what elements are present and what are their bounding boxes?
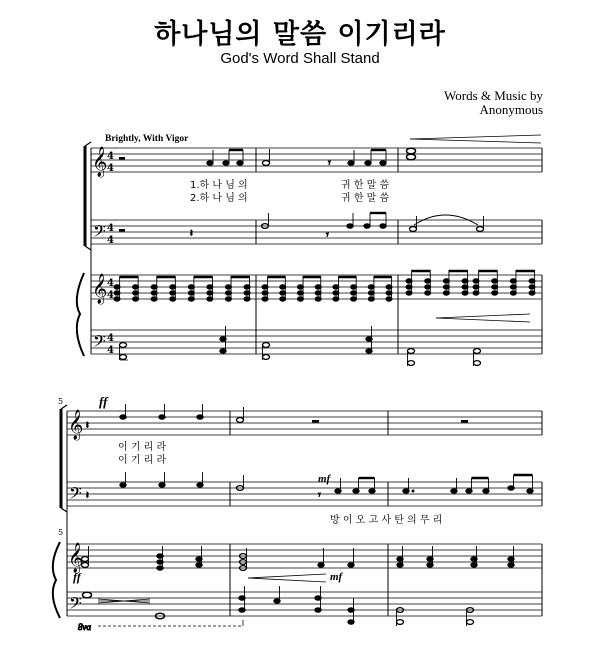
svg-text:4: 4 bbox=[107, 223, 114, 234]
system-2 bbox=[53, 394, 542, 632]
song-subtitle: God's Word Shall Stand bbox=[220, 50, 380, 67]
dynamic-marking: mf bbox=[330, 571, 343, 583]
svg-text:4: 4 bbox=[107, 163, 114, 174]
treble-clef-icon: 𝄞 bbox=[92, 274, 108, 304]
bass-clef-icon: 𝄢 bbox=[69, 483, 82, 507]
ottava-marking: 8va bbox=[78, 622, 91, 632]
piano-bass-notes-2 bbox=[78, 586, 474, 632]
svg-text:4: 4 bbox=[107, 278, 114, 289]
dynamic-marking: ff bbox=[99, 394, 108, 409]
tempo-marking: Brightly, With Vigor bbox=[105, 134, 189, 144]
svg-text:𝄽: 𝄽 bbox=[190, 229, 193, 239]
system-1 bbox=[77, 134, 542, 366]
svg-text:4: 4 bbox=[107, 290, 114, 301]
treble-clef-icon: 𝄞 bbox=[68, 543, 84, 573]
system-1-brackets bbox=[77, 142, 91, 356]
system-2-brackets bbox=[53, 405, 67, 618]
svg-text:4: 4 bbox=[107, 345, 114, 356]
measure-number: 5 bbox=[58, 528, 64, 537]
staff-vocal-lower-2 bbox=[67, 482, 542, 506]
lyric-verse2: 2.하 나 님 의 bbox=[190, 193, 248, 204]
notes-m3-vocal bbox=[407, 135, 542, 160]
svg-text:𝄽: 𝄽 bbox=[86, 491, 89, 501]
lyric-verse2: 이 기 리 라 bbox=[118, 455, 167, 466]
song-title: 하나님의 말씀 이기리라 bbox=[154, 19, 446, 50]
staff-vocal-upper-2 bbox=[67, 411, 542, 435]
bass-clef-icon: 𝄢 bbox=[69, 593, 82, 617]
notes-vocal-lower-2 bbox=[86, 472, 533, 501]
lyric-verse1-end: 귀 한 말 씀 bbox=[341, 180, 390, 191]
svg-text:𝄾: 𝄾 bbox=[328, 158, 331, 169]
svg-text:𝄾: 𝄾 bbox=[318, 490, 321, 501]
lyric-verse2-end: 귀 한 말 씀 bbox=[341, 193, 390, 204]
staff-vocal-upper-1 bbox=[91, 148, 542, 172]
treble-clef-icon: 𝄞 bbox=[92, 147, 108, 177]
dynamic-marking: mf bbox=[318, 473, 331, 485]
staff-vocal-lower-1 bbox=[91, 220, 542, 244]
treble-clef-icon: 𝄞 bbox=[68, 410, 84, 440]
bass-clef-icon: 𝄢 bbox=[93, 331, 106, 355]
lyric-verse1: 1.하 나 님 의 bbox=[190, 180, 248, 191]
lyric-verse1: 이 기 리 라 bbox=[118, 442, 167, 453]
dynamic-marking: ff bbox=[73, 570, 81, 584]
svg-text:4: 4 bbox=[107, 235, 114, 246]
notes-m1-vocal bbox=[119, 150, 243, 165]
bass-clef-icon: 𝄢 bbox=[93, 221, 106, 245]
system-2-barlines bbox=[230, 411, 542, 616]
system-1-barlines bbox=[256, 148, 542, 354]
svg-text:4: 4 bbox=[107, 333, 114, 344]
time-signatures bbox=[107, 151, 114, 356]
piano-bass-notes-1 bbox=[120, 326, 481, 366]
svg-text:𝄽: 𝄽 bbox=[86, 421, 89, 431]
hairpin-2 bbox=[248, 574, 326, 582]
notes-vocal-upper-2 bbox=[86, 404, 468, 431]
lyric-verse: 방 이 오 고 사 탄 의 무 리 bbox=[330, 515, 443, 526]
svg-text:𝄾: 𝄾 bbox=[326, 230, 329, 241]
measure-number: 5 bbox=[58, 397, 64, 406]
svg-text:4: 4 bbox=[107, 151, 114, 162]
credit-author: Anonymous bbox=[479, 102, 543, 117]
staff-piano-bass-1 bbox=[91, 330, 542, 354]
notes-vocal-lower-1 bbox=[119, 213, 484, 241]
credit-words-music: Words & Music by bbox=[444, 88, 543, 103]
hairpin-1 bbox=[436, 314, 530, 322]
